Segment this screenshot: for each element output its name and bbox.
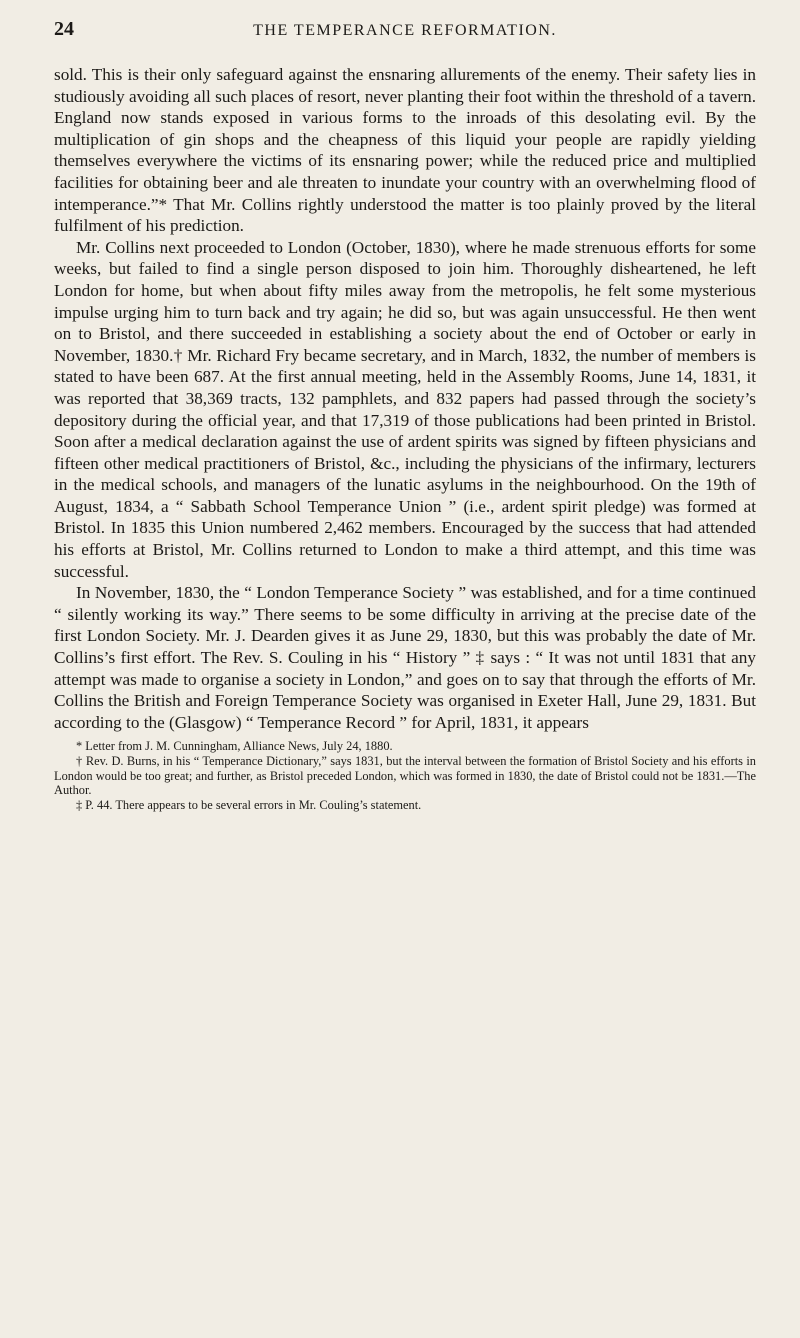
running-title: THE TEMPERANCE REFORMATION. <box>253 22 557 39</box>
page-number: 24 <box>54 18 74 40</box>
paragraph: Mr. Collins next proceeded to London (October, 1830), where he made strenuous efforts for some weeks, but failed to find a single person disposed to join him. Thoroughly disheartened, he left London for home, but when about fifty miles away from the metropolis, he felt some mysterious impulse urging him to turn back and try again; he did so, but was again unsuccessful. He then went on to Bristol, and there succeeded in establishing a society about the end of October or early in November, 1830.† Mr. Richard Fry became secretary, and in March, 1832, the number of members is stated to have been 687. At the first annual meeting, held in the Assembly Rooms, June 14, 1831, it was reported that 38,369 tracts, 132 pamphlets, and 832 papers had passed through the society’s depository during the official year, and that 17,319 of those publications had been printed in Bristol. Soon after a medical declaration against the use of ardent spirits was signed by fifteen physicians and fifteen other medical practitioners of Bristol, &c., including the physicians of the infirmary, lecturers in the medical schools, and managers of the lunatic asylums in the neighbourhood. On the 19th of August, 1834, a “ Sabbath School Temperance Union ” (i.e., ardent spirit pledge) was formed at Bristol. In 1835 this Union numbered 2,462 members. Encouraged by the success that had attended his efforts at Bristol, Mr. Collins returned to London to make a third attempt, and this time was successful. <box>54 237 756 581</box>
footnote: † Rev. D. Burns, in his “ Temperance Dictionary,” says 1831, but the interval between the formation of Bristol Society and his efforts in London would be too great; and further, as Bristol preceded London, which was formed in 1830, the date of Bristol could not be 1831.—The Author. <box>54 754 756 798</box>
paragraph: sold. This is their only safeguard against the ensnaring allurements of the enemy. Their safety lies in studiously avoiding all such places of resort, never planting their foot within the threshold of a tavern. England now stands exposed in various forms to the inroads of this desolating evil. By the multiplication of gin shops and the cheapness of this liquid your people are rapidly yielding themselves everywhere the victims of its ensnaring power; while the reduced price and multiplied facilities for obtaining beer and ale threaten to inundate your country with an overwhelming flood of intemperance.”* That Mr. Collins rightly understood the matter is too plainly proved by the literal fulfilment of his prediction. <box>54 65 756 236</box>
footnote: * Letter from J. M. Cunningham, Alliance News, July 24, 1880. <box>76 739 393 754</box>
page-header <box>54 18 756 50</box>
footnote: ‡ P. 44. There appears to be several errors in Mr. Couling’s statement. <box>76 797 422 812</box>
footnotes <box>54 739 756 812</box>
paragraph: In November, 1830, the “ London Temperance Society ” was established, and for a time continued “ silently working its way.” There seems to be some difficulty in arriving at the precise date of the first London Society. Mr. J. Dearden gives it as June 29, 1830, but this was probably the date of Mr. Collins’s first effort. The Rev. S. Couling in his “ History ” ‡ says : “ It was not until 1831 that any attempt was made to organise a society in London,” and goes on to say that through the efforts of Mr. Collins the British and Foreign Temperance Society was organised in Exeter Hall, June 29, 1831. But according to the (Glasgow) “ Temperance Record ” for April, 1831, it appears <box>54 583 756 732</box>
body-text <box>54 64 756 733</box>
